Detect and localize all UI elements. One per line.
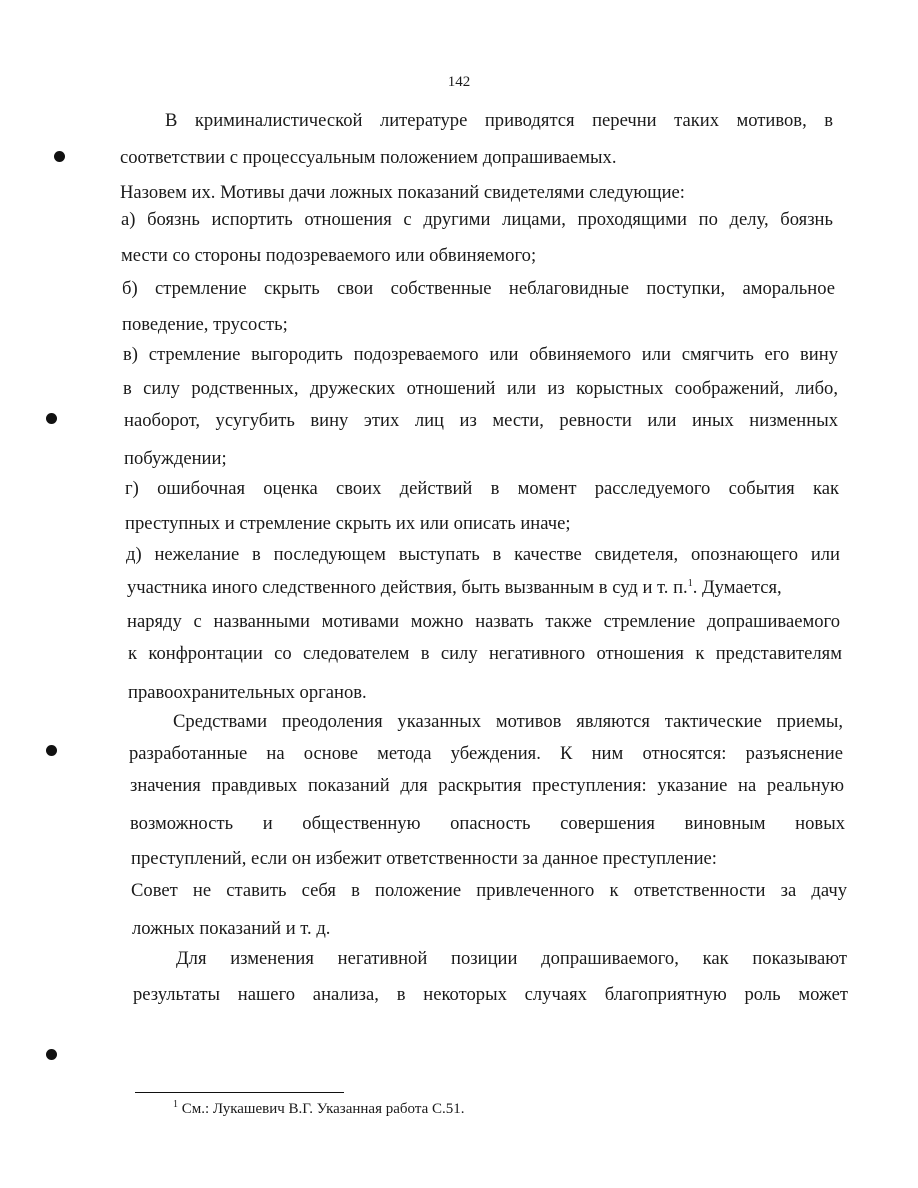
footnote-rule (135, 1092, 344, 1093)
text-line: мести со стороны подозреваемого или обвиняемого; (121, 245, 537, 266)
text-line (127, 576, 782, 600)
text-line-tail: . Думается, (692, 577, 782, 598)
footnote (173, 1101, 465, 1118)
text-line: Для изменения негативной позиции допрашиваемого, как показывают (176, 948, 847, 969)
binder-hole-mark (54, 151, 65, 162)
text-line: ложных показаний и т. д. (132, 918, 331, 939)
page-number: 142 (447, 74, 471, 90)
text-line: Средствами преодоления указанных мотивов являются тактические приемы, (173, 711, 843, 732)
text-line: в) стремление выгородить подозреваемого или обвиняемого или смягчить его вину (123, 344, 838, 365)
text-line-main: участника иного следственного действия, быть вызванным в суд и т. п. (127, 577, 688, 598)
footnote-marker: 1 (173, 1099, 178, 1110)
text-line: в силу родственных, дружеских отношений или из корыстных соображений, либо, (123, 378, 838, 399)
binder-hole-mark (46, 1049, 57, 1060)
text-line: В криминалистической литературе приводятся перечни таких мотивов, в (165, 110, 833, 131)
text-line: преступлений, если он избежит ответственности за данное преступление: (131, 848, 717, 869)
footnote-text: См.: Лукашевич В.Г. Указанная работа С.51. (181, 1101, 465, 1117)
binder-hole-mark (46, 413, 57, 424)
text-line: возможность и общественную опасность совершения виновным новых (130, 813, 845, 834)
binder-hole-mark (46, 745, 57, 756)
text-line: результаты нашего анализа, в некоторых случаях благоприятную роль может (133, 984, 848, 1005)
text-line: преступных и стремление скрыть их или описать иначе; (125, 513, 571, 534)
text-line: разработанные на основе метода убеждения. К ним относятся: разъяснение (129, 743, 843, 764)
text-line: поведение, трусость; (122, 314, 288, 335)
text-line: побуждении; (124, 448, 227, 469)
text-line: правоохранительных органов. (128, 682, 367, 703)
text-line: соответствии с процессуальным положением допрашиваемых. (120, 147, 617, 168)
text-line: к конфронтации со следователем в силу негативного отношения к представителям (128, 643, 842, 664)
text-line: г) ошибочная оценка своих действий в момент расследуемого события как (125, 478, 839, 499)
text-line: наряду с названными мотивами можно назвать также стремление допрашиваемого (127, 611, 840, 632)
text-line: Совет не ставить себя в положение привлеченного к ответственности за дачу (131, 880, 847, 901)
text-line: Назовем их. Мотивы дачи ложных показаний свидетелями следующие: (120, 182, 685, 203)
text-line: б) стремление скрыть свои собственные неблаговидные поступки, аморальное (122, 278, 835, 299)
text-line: д) нежелание в последующем выступать в качестве свидетеля, опознающего или (126, 544, 840, 565)
text-line: а) боязнь испортить отношения с другими лицами, проходящими по делу, боязнь (121, 209, 833, 230)
text-line: значения правдивых показаний для раскрытия преступления: указание на реальную (130, 775, 844, 796)
footnote-reference: 1 (687, 577, 693, 589)
text-line: наоборот, усугубить вину этих лиц из мести, ревности или иных низменных (124, 410, 838, 431)
